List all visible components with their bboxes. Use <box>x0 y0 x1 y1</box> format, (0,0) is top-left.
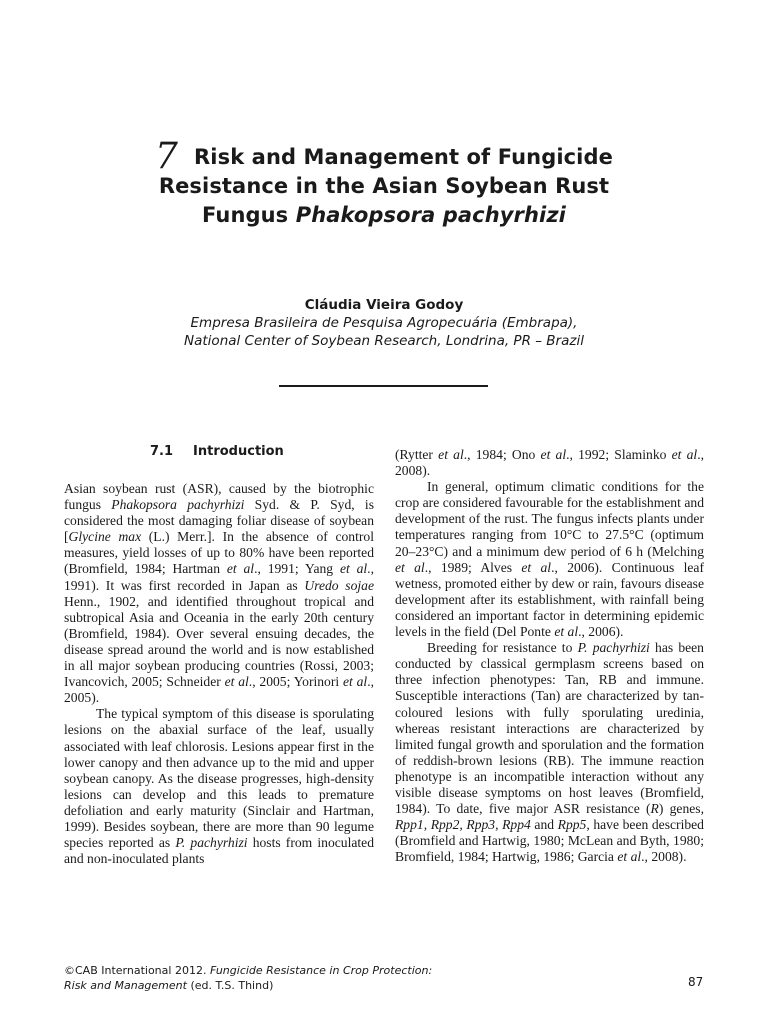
paragraph-text: ., 2008). <box>395 447 704 479</box>
paragraph-text: Breeding for resistance to <box>427 640 578 656</box>
book-title-part-2: Risk and Management <box>64 979 187 992</box>
paragraph-text: ., 1991; Yang <box>254 561 340 577</box>
italic-text: et al <box>339 561 368 577</box>
italic-text: et al <box>342 674 368 690</box>
italic-text: Phakopsora pachyrhizi <box>111 497 245 513</box>
section-heading <box>150 444 284 459</box>
body-paragraph <box>64 481 374 706</box>
chapter-number: 7 <box>155 136 179 177</box>
chapter-title-line-1 <box>0 136 768 177</box>
book-title-part-1: Fungicide Resistance in Crop Protection: <box>209 964 433 977</box>
paragraph-text: and <box>530 817 558 833</box>
italic-text: Rpp5 <box>557 817 587 833</box>
body-column-right <box>395 447 704 865</box>
paragraph-text: ., 2006). <box>578 624 624 640</box>
book-editor: (ed. T.S. Thind) <box>186 979 274 992</box>
paragraph-text: ) genes, <box>658 801 704 817</box>
italic-text: Glycine max <box>68 529 142 545</box>
italic-text: et al <box>540 447 567 462</box>
paragraph-text: ., 1984; Ono <box>463 447 541 462</box>
section-title: Introduction <box>193 444 284 459</box>
italic-text: et al <box>226 561 255 577</box>
paragraph-text: has been conducted by classical germplasm screens based on three infection phenotypes: Tan, RB and immune. Susceptible interactions (Tan) are characterized by tan-coloured lesions with fully sporulating uredinia, whereas resistant interactions are characterized by limited fungal growth and sporulation and the formation of reddish-brown lesions (RB). The immune reaction phenotype is an incompatible interaction without any visible disease symptoms on host leaves (Bromfield, 1984). To date, five major ASR resistance ( <box>395 640 704 817</box>
paragraph-text: (L.) Merr.]. In the absence of control measures, yield losses of up to 80% have been reported (Bromfield, 1984; Hartman <box>64 529 374 577</box>
italic-text: R <box>650 801 659 817</box>
copyright-prefix: ©CAB International 2012. <box>64 964 210 977</box>
title-divider-rule <box>279 385 488 387</box>
italic-text: et al <box>671 447 698 462</box>
chapter-title-line-2: Resistance in the Asian Soybean Rust <box>158 174 610 198</box>
section-number: 7.1 <box>150 444 174 459</box>
italic-text: Rpp1, Rpp2, Rpp3, Rpp4 <box>395 817 531 833</box>
author-affiliation-line-1: Empresa Brasileira de Pesquisa Agropecuária (Embrapa), <box>190 315 578 331</box>
italic-text: P. pachyrhizi <box>175 835 248 851</box>
body-paragraph <box>395 479 704 640</box>
paragraph-text: ., 2005; Yorinori <box>248 674 343 690</box>
italic-text: et al <box>521 559 552 575</box>
italic-text: P. pachyrhizi <box>577 640 650 656</box>
paragraph-text: ., 1992; Slaminko <box>566 447 672 462</box>
italic-text: et al <box>554 624 579 640</box>
paragraph-text: In general, optimum climatic conditions for the crop are considered favourable for the establishment and development of the rust. The fungus infects plants under temperatures ranging from 10°C to 27.5°C (optimum 20–23°C) and a minimum dew period of 6 h (Melching <box>395 479 704 559</box>
italic-text: Uredo sojae <box>304 577 374 593</box>
paragraph-text: ., 1989; Alves <box>424 559 522 575</box>
paragraph-text: hosts from inoculated and non-inoculated plants <box>64 835 374 867</box>
paragraph-text: ., 2006). Continuous leaf wetness, promoted either by dew or rain, favours disease development after its establishment, with rainfall being considered an important factor in determining epidemic levels in the field (Del Ponte <box>395 559 704 640</box>
body-paragraph <box>395 640 704 865</box>
paragraph-text: Syd. & P. Syd, is considered the most damaging foliar disease of soybean [ <box>64 497 374 545</box>
body-paragraph <box>395 447 704 479</box>
paragraph-text: ., 2008). <box>641 849 687 865</box>
author-block <box>0 296 768 350</box>
paragraph-text: Henn., 1902, and identified throughout tropical and subtropical Asia and Oceania in the early 20th century (Bromfield, 1984). Over several ensuing decades, the disease spread around the world and is now established in all major soybean producing countries (Rossi, 2003; Ivancovich, 2005; Schneider <box>64 593 374 690</box>
italic-text: et al <box>395 559 425 575</box>
author-affiliation-line-2: National Center of Soybean Research, Londrina, PR – Brazil <box>184 333 584 349</box>
paragraph-text: ., 1991). It was first recorded in Japan as <box>64 561 374 593</box>
paragraph-text: ., 2005). <box>64 674 374 706</box>
italic-text: et al <box>617 849 642 865</box>
italic-text: et al <box>224 674 249 690</box>
paragraph-text: (Rytter <box>395 447 439 462</box>
author-name: Cláudia Vieira Godoy <box>304 297 464 313</box>
italic-text: et al <box>438 447 464 462</box>
paragraph-text: Asian soybean rust (ASR), caused by the biotrophic fungus <box>64 481 374 513</box>
chapter-title-text-1: Risk and Management of Fungicide <box>194 145 613 169</box>
chapter-header <box>0 138 768 230</box>
chapter-title-text-3: Fungus <box>202 203 296 227</box>
page-number: 87 <box>688 975 704 989</box>
paragraph-text: , have been described (Bromfield and Hartwig, 1980; McLean and Byth, 1980; Bromfield, 1984; Hartwig, 1986; Garcia <box>395 817 704 865</box>
chapter-title-line-3 <box>0 201 768 230</box>
body-column-left <box>64 481 374 867</box>
copyright-footer <box>64 963 432 993</box>
chapter-title-species: Phakopsora pachyrhizi <box>295 203 566 227</box>
body-paragraph <box>64 706 374 867</box>
paragraph-text: The typical symptom of this disease is sporulating lesions on the abaxial surface of the leaf, usually associated with leaf chlorosis. Lesions appear first in the lower canopy and then advance up to the mid and upper soybean canopy. As the disease progresses, high-density lesions can develop and this leads to premature defoliation and early maturity (Sinclair and Hartman, 1999). Besides soybean, there are more than 90 legume species reported as <box>64 706 374 851</box>
